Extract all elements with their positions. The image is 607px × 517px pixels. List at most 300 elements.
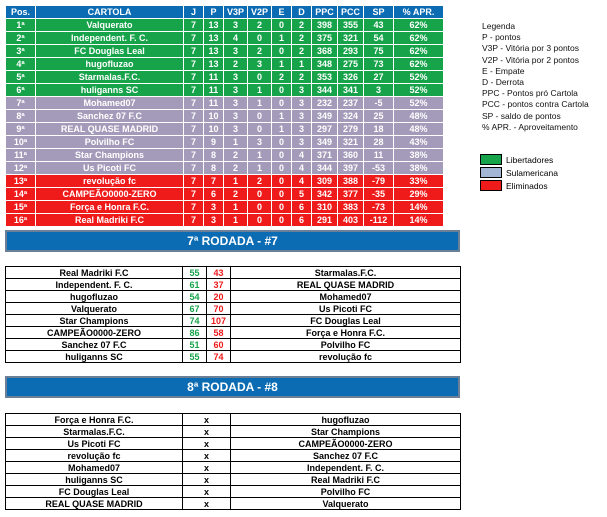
cell-apr: 48%	[394, 123, 444, 136]
cell-j: 7	[184, 84, 204, 97]
cell-p: 9	[204, 136, 224, 149]
cell-pos: 5ª	[6, 71, 36, 84]
cell-pcc: 377	[338, 188, 364, 201]
cell-cartola: REAL QUASE MADRID	[36, 123, 184, 136]
header-pcc: PCC	[338, 6, 364, 19]
away-team: Real Madriki F.C	[231, 474, 461, 486]
home-score: 67	[183, 303, 207, 315]
away-team: REAL QUASE MADRID	[231, 279, 461, 291]
away-team: FC Douglas Leal	[231, 315, 461, 327]
home-team: FC Douglas Leal	[6, 486, 183, 498]
cell-apr: 52%	[394, 84, 444, 97]
match-row	[6, 303, 461, 315]
cell-cartola: hugofluzao	[36, 58, 184, 71]
cell-ppc: 375	[312, 32, 338, 45]
header-e: E	[272, 6, 292, 19]
versus-mark: x	[183, 414, 231, 426]
versus-mark: x	[183, 438, 231, 450]
cell-j: 7	[184, 58, 204, 71]
cell-pos: 9ª	[6, 123, 36, 136]
match-row	[6, 414, 461, 426]
cell-pcc: 237	[338, 97, 364, 110]
cell-j: 7	[184, 175, 204, 188]
cell-v3p: 2	[224, 58, 248, 71]
cell-e: 0	[272, 97, 292, 110]
cell-apr: 48%	[394, 110, 444, 123]
cell-p: 13	[204, 32, 224, 45]
home-team: Independent. F. C.	[6, 279, 183, 291]
away-score: 37	[207, 279, 231, 291]
standings-row	[6, 162, 444, 175]
cell-d: 4	[292, 162, 312, 175]
away-team: Polvilho FC	[231, 339, 461, 351]
cell-v2p: 3	[248, 136, 272, 149]
versus-mark: x	[183, 426, 231, 438]
home-score: 86	[183, 327, 207, 339]
cell-cartola: Valquerato	[36, 19, 184, 32]
standings-header-row	[6, 6, 444, 19]
cell-v3p: 1	[224, 201, 248, 214]
cell-p: 7	[204, 175, 224, 188]
cell-apr: 14%	[394, 214, 444, 227]
cell-e: 1	[272, 32, 292, 45]
home-score: 61	[183, 279, 207, 291]
cell-e: 0	[272, 214, 292, 227]
cell-d: 3	[292, 123, 312, 136]
cell-j: 7	[184, 110, 204, 123]
standings-row	[6, 71, 444, 84]
home-team: CAMPEÃO0000-ZERO	[6, 327, 183, 339]
cell-v2p: 0	[248, 188, 272, 201]
away-team: Star Champions	[231, 426, 461, 438]
header-j: J	[184, 6, 204, 19]
libertadores-swatch	[480, 154, 502, 165]
cell-ppc: 353	[312, 71, 338, 84]
cell-pcc: 397	[338, 162, 364, 175]
cell-pcc: 279	[338, 123, 364, 136]
cell-v2p: 2	[248, 45, 272, 58]
versus-mark: x	[183, 462, 231, 474]
cell-sp: 27	[364, 71, 394, 84]
cell-apr: 14%	[394, 201, 444, 214]
standings-row	[6, 32, 444, 45]
cell-j: 7	[184, 214, 204, 227]
match-row	[6, 486, 461, 498]
header-sp: SP	[364, 6, 394, 19]
cell-ppc: 348	[312, 58, 338, 71]
cell-cartola: Sanchez 07 F.C	[36, 110, 184, 123]
cell-j: 7	[184, 149, 204, 162]
legend-item: P - pontos	[482, 32, 521, 43]
standings-row	[6, 110, 444, 123]
cell-d: 2	[292, 71, 312, 84]
cell-d: 5	[292, 188, 312, 201]
cell-sp: 18	[364, 123, 394, 136]
cell-p: 11	[204, 84, 224, 97]
away-team: Força e Honra F.C.	[231, 327, 461, 339]
cell-e: 1	[272, 123, 292, 136]
cell-j: 7	[184, 71, 204, 84]
cell-sp: -73	[364, 201, 394, 214]
match-row	[6, 315, 461, 327]
cell-ppc: 371	[312, 149, 338, 162]
cell-j: 7	[184, 201, 204, 214]
home-team: Starmalas.F.C.	[6, 426, 183, 438]
standings-row	[6, 84, 444, 97]
away-score: 70	[207, 303, 231, 315]
cell-e: 0	[272, 19, 292, 32]
home-team: Us Picoti FC	[6, 438, 183, 450]
cell-d: 1	[292, 58, 312, 71]
cell-v3p: 1	[224, 175, 248, 188]
cell-pos: 8ª	[6, 110, 36, 123]
versus-mark: x	[183, 450, 231, 462]
cell-cartola: huliganns SC	[36, 84, 184, 97]
standings-row	[6, 19, 444, 32]
cell-j: 7	[184, 97, 204, 110]
cell-p: 13	[204, 19, 224, 32]
cell-pos: 13ª	[6, 175, 36, 188]
versus-mark: x	[183, 498, 231, 510]
match-row	[6, 327, 461, 339]
cell-ppc: 342	[312, 188, 338, 201]
cell-pos: 6ª	[6, 84, 36, 97]
cell-v3p: 2	[224, 149, 248, 162]
cell-apr: 38%	[394, 162, 444, 175]
match-row	[6, 267, 461, 279]
cell-apr: 62%	[394, 58, 444, 71]
legend-item: V3P - Vitória por 3 pontos	[482, 43, 580, 54]
round8-matches-table	[5, 413, 461, 510]
match-row	[6, 438, 461, 450]
cell-v3p: 3	[224, 110, 248, 123]
cell-d: 3	[292, 110, 312, 123]
cell-pos: 14ª	[6, 188, 36, 201]
away-score: 43	[207, 267, 231, 279]
cell-pos: 2ª	[6, 32, 36, 45]
legend-title: Legenda	[482, 21, 516, 31]
cell-pos: 3ª	[6, 45, 36, 58]
home-team: revolução fc	[6, 450, 183, 462]
cell-pcc: 355	[338, 19, 364, 32]
cell-v3p: 4	[224, 32, 248, 45]
cell-apr: 38%	[394, 149, 444, 162]
cell-d: 2	[292, 45, 312, 58]
standings-row	[6, 123, 444, 136]
cell-e: 0	[272, 45, 292, 58]
cell-sp: 28	[364, 136, 394, 149]
cell-sp: 54	[364, 32, 394, 45]
match-row	[6, 279, 461, 291]
zone-label: Sulamericana	[506, 167, 558, 178]
cell-v2p: 2	[248, 175, 272, 188]
cell-e: 0	[272, 149, 292, 162]
cell-pcc: 321	[338, 136, 364, 149]
cell-apr: 43%	[394, 136, 444, 149]
away-team: revolução fc	[231, 351, 461, 363]
away-score: 60	[207, 339, 231, 351]
match-row	[6, 498, 461, 510]
home-team: Mohamed07	[6, 462, 183, 474]
cell-cartola: Real Madriki F.C	[36, 214, 184, 227]
cell-p: 8	[204, 162, 224, 175]
match-row	[6, 291, 461, 303]
standings-row	[6, 45, 444, 58]
cell-ppc: 291	[312, 214, 338, 227]
cell-v3p: 3	[224, 71, 248, 84]
cell-v2p: 3	[248, 58, 272, 71]
legend-item: % APR. - Aproveitamento	[482, 121, 578, 132]
away-team: Mohamed07	[231, 291, 461, 303]
cell-ppc: 232	[312, 97, 338, 110]
cell-v2p: 1	[248, 149, 272, 162]
cell-pos: 4ª	[6, 58, 36, 71]
cell-apr: 33%	[394, 175, 444, 188]
cell-v2p: 1	[248, 97, 272, 110]
cell-v2p: 0	[248, 110, 272, 123]
legend-item: PPC - Pontos pró Cartola	[482, 88, 578, 99]
header-ppc: PPC	[312, 6, 338, 19]
cell-apr: 29%	[394, 188, 444, 201]
home-score: 55	[183, 267, 207, 279]
cell-v3p: 3	[224, 84, 248, 97]
standings-row	[6, 201, 444, 214]
cell-v3p: 2	[224, 162, 248, 175]
cell-pcc: 275	[338, 58, 364, 71]
cell-sp: -53	[364, 162, 394, 175]
cell-cartola: revolução fc	[36, 175, 184, 188]
cell-sp: 75	[364, 45, 394, 58]
cell-pcc: 383	[338, 201, 364, 214]
away-team: Valquerato	[231, 498, 461, 510]
cell-ppc: 349	[312, 110, 338, 123]
cell-e: 0	[272, 188, 292, 201]
cell-e: 0	[272, 136, 292, 149]
cell-pcc: 341	[338, 84, 364, 97]
cell-v2p: 0	[248, 32, 272, 45]
cell-d: 3	[292, 97, 312, 110]
cell-pos: 16ª	[6, 214, 36, 227]
match-row	[6, 474, 461, 486]
cell-v2p: 1	[248, 162, 272, 175]
standings-row	[6, 149, 444, 162]
cell-cartola: Starmalas.F.C.	[36, 71, 184, 84]
standings-row	[6, 136, 444, 149]
header-cartola: CARTOLA	[36, 6, 184, 19]
cell-d: 4	[292, 175, 312, 188]
cell-sp: 3	[364, 84, 394, 97]
cell-e: 0	[272, 84, 292, 97]
header-d: D	[292, 6, 312, 19]
cell-d: 2	[292, 19, 312, 32]
cell-j: 7	[184, 162, 204, 175]
cell-v3p: 1	[224, 214, 248, 227]
cell-ppc: 344	[312, 162, 338, 175]
cell-p: 11	[204, 97, 224, 110]
match-row	[6, 351, 461, 363]
cell-j: 7	[184, 45, 204, 58]
cell-cartola: Independent. F. C.	[36, 32, 184, 45]
cell-e: 0	[272, 201, 292, 214]
home-team: REAL QUASE MADRID	[6, 498, 183, 510]
versus-mark: x	[183, 474, 231, 486]
cell-ppc: 398	[312, 19, 338, 32]
cell-cartola: Mohamed07	[36, 97, 184, 110]
cell-pcc: 324	[338, 110, 364, 123]
cell-d: 3	[292, 136, 312, 149]
cell-ppc: 310	[312, 201, 338, 214]
cell-ppc: 368	[312, 45, 338, 58]
cell-ppc: 344	[312, 84, 338, 97]
cell-v3p: 3	[224, 19, 248, 32]
home-team: huliganns SC	[6, 474, 183, 486]
cell-cartola: Polvilho FC	[36, 136, 184, 149]
legend-item: SP - saldo de pontos	[482, 110, 561, 121]
home-team: Valquerato	[6, 303, 183, 315]
home-score: 74	[183, 315, 207, 327]
cell-cartola: Star Champions	[36, 149, 184, 162]
header-p: P	[204, 6, 224, 19]
cell-p: 8	[204, 149, 224, 162]
standings-table	[5, 5, 444, 227]
cell-pos: 15ª	[6, 201, 36, 214]
cell-d: 4	[292, 149, 312, 162]
cell-sp: -112	[364, 214, 394, 227]
legend-item: D - Derrota	[482, 77, 525, 88]
cell-e: 1	[272, 58, 292, 71]
sulamericana-swatch	[480, 167, 502, 178]
home-team: Sanchez 07 F.C	[6, 339, 183, 351]
cell-p: 6	[204, 188, 224, 201]
zone-libertadores	[480, 153, 558, 166]
match-row	[6, 462, 461, 474]
cell-cartola: FC Douglas Leal	[36, 45, 184, 58]
legend-item: V2P - Vitória por 2 pontos	[482, 54, 580, 65]
cell-pcc: 293	[338, 45, 364, 58]
cell-p: 10	[204, 123, 224, 136]
away-team: Starmalas.F.C.	[231, 267, 461, 279]
cell-v3p: 3	[224, 97, 248, 110]
zone-legend	[480, 153, 558, 192]
home-team: huliganns SC	[6, 351, 183, 363]
round7-header: 7ª RODADA - #7	[5, 230, 460, 252]
legend-item: E - Empate	[482, 65, 525, 76]
match-row	[6, 426, 461, 438]
cell-v2p: 0	[248, 214, 272, 227]
header-pos: Pos.	[6, 6, 36, 19]
zone-label: Libertadores	[506, 154, 554, 165]
cell-ppc: 349	[312, 136, 338, 149]
cell-p: 10	[204, 110, 224, 123]
away-team: Us Picoti FC	[231, 303, 461, 315]
cell-v3p: 2	[224, 188, 248, 201]
legend-item: PCC - pontos contra Cartola	[482, 99, 589, 110]
away-score: 107	[207, 315, 231, 327]
standings-row	[6, 188, 444, 201]
standings-row	[6, 214, 444, 227]
header-apr: % APR.	[394, 6, 444, 19]
cell-sp: 25	[364, 110, 394, 123]
away-team: CAMPEÃO0000-ZERO	[231, 438, 461, 450]
cell-cartola: Us Picoti FC	[36, 162, 184, 175]
cell-e: 1	[272, 110, 292, 123]
cell-e: 2	[272, 71, 292, 84]
cell-sp: -79	[364, 175, 394, 188]
cell-pos: 1ª	[6, 19, 36, 32]
cell-pos: 12ª	[6, 162, 36, 175]
cell-j: 7	[184, 32, 204, 45]
home-team: Força e Honra F.C.	[6, 414, 183, 426]
cell-j: 7	[184, 136, 204, 149]
cell-p: 3	[204, 201, 224, 214]
cell-apr: 52%	[394, 71, 444, 84]
away-score: 74	[207, 351, 231, 363]
cell-apr: 62%	[394, 32, 444, 45]
cell-j: 7	[184, 19, 204, 32]
cell-p: 3	[204, 214, 224, 227]
match-row	[6, 450, 461, 462]
cell-sp: 11	[364, 149, 394, 162]
cell-pcc: 403	[338, 214, 364, 227]
cell-d: 6	[292, 214, 312, 227]
cell-pcc: 326	[338, 71, 364, 84]
versus-mark: x	[183, 486, 231, 498]
away-score: 20	[207, 291, 231, 303]
cell-d: 6	[292, 201, 312, 214]
cell-p: 13	[204, 45, 224, 58]
home-team: Real Madriki F.C	[6, 267, 183, 279]
standings-row	[6, 58, 444, 71]
cell-sp: -5	[364, 97, 394, 110]
cell-d: 3	[292, 84, 312, 97]
home-team: hugofluzao	[6, 291, 183, 303]
round7-matches-table	[5, 266, 461, 363]
cell-p: 13	[204, 58, 224, 71]
cell-pos: 7ª	[6, 97, 36, 110]
away-team: hugofluzao	[231, 414, 461, 426]
zone-eliminados	[480, 179, 558, 192]
cell-v2p: 0	[248, 201, 272, 214]
cell-v3p: 3	[224, 123, 248, 136]
home-score: 54	[183, 291, 207, 303]
home-team: Star Champions	[6, 315, 183, 327]
away-team: Independent. F. C.	[231, 462, 461, 474]
zone-sulamericana	[480, 166, 558, 179]
cell-j: 7	[184, 123, 204, 136]
cell-cartola: CAMPEÃO0000-ZERO	[36, 188, 184, 201]
standings-row	[6, 97, 444, 110]
home-score: 55	[183, 351, 207, 363]
cell-apr: 52%	[394, 97, 444, 110]
legend	[482, 21, 589, 133]
home-score: 51	[183, 339, 207, 351]
cell-sp: 43	[364, 19, 394, 32]
cell-pcc: 321	[338, 32, 364, 45]
cell-e: 0	[272, 162, 292, 175]
cell-ppc: 309	[312, 175, 338, 188]
round8-header: 8ª RODADA - #8	[5, 376, 460, 398]
cell-pos: 10ª	[6, 136, 36, 149]
standings-row	[6, 175, 444, 188]
cell-ppc: 297	[312, 123, 338, 136]
cell-sp: -35	[364, 188, 394, 201]
cell-apr: 62%	[394, 19, 444, 32]
cell-pcc: 360	[338, 149, 364, 162]
away-team: Polvilho FC	[231, 486, 461, 498]
cell-v2p: 1	[248, 84, 272, 97]
header-v2p: V2P	[248, 6, 272, 19]
away-team: Sanchez 07 F.C	[231, 450, 461, 462]
